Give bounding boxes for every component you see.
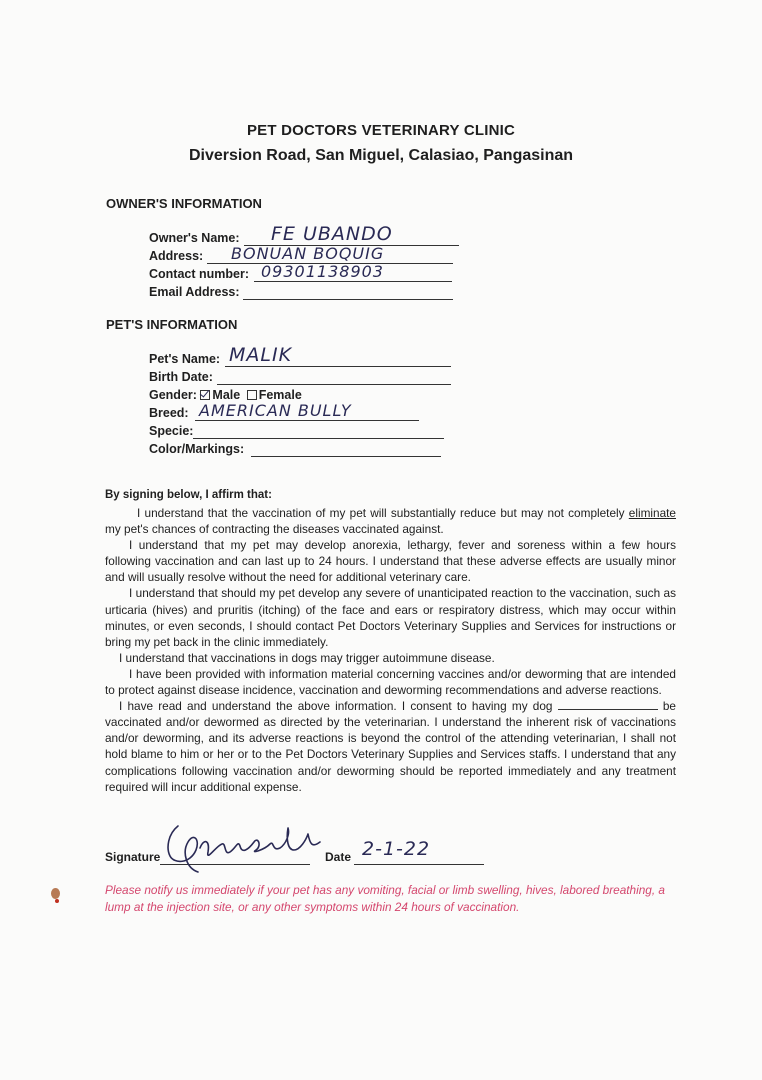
email-label: Email Address: [149,285,240,299]
birth-date-label: Birth Date: [149,370,213,384]
contact-label: Contact number: [149,267,249,281]
female-option-label: Female [258,388,302,402]
pet-section-heading: PET'S INFORMATION [106,317,238,332]
color-markings-line [251,456,441,457]
paper-stain [55,899,59,903]
affirmation-paragraph [105,505,676,537]
pet-name-value: MALIK [229,344,293,366]
p1-text: I understand that the vaccination of my pet will substantially reduce but may not completely [137,506,629,520]
affirmation-paragraph: I understand that my pet may develop anorexia, lethargy, fever and soreness within a few hours following vaccination and can last up to 24 hours. I understand that these adverse effects are usually minor and will usually resolve without the need for additional veterinary care. [105,538,676,585]
breed-field[interactable] [149,403,421,421]
post-vaccination-notice: Please notify us immediately if your pet has any vomiting, facial or limb swelling, hives, labored breathing, a lump at the injection site, or any other symptoms within 24 hours of vaccination. [105,883,665,914]
affirmation-paragraph: I understand that should my pet develop any severe of unanticipated reaction to the vaccination, such as urticaria (hives) and pruritis (itching) of the face and ears or respiratory distress, which may occur within minutes, or even seconds, I should contact Pet Doctors Veterinary Supplies and Services for instructions or bring my pet back in the clinic immediately. [105,586,676,649]
color-markings-label: Color/Markings: [149,442,245,456]
date-value: 2-1-22 [362,838,431,860]
email-line [243,299,453,300]
affirmation-body [105,505,676,795]
specie-field[interactable] [149,421,445,439]
clinic-address: Diversion Road, San Miguel, Calasiao, Pangasinan [188,147,574,164]
pet-name-label: Pet's Name: [149,352,221,366]
p1-text-end: my pet's chances of contracting the diseases vaccinated against. [105,522,444,537]
female-checkbox[interactable] [247,390,257,400]
p1-underlined: eliminate [628,506,676,520]
affirmation-heading: By signing below, I affirm that: [105,489,272,501]
clinic-name: PET DOCTORS VETERINARY CLINIC [246,122,516,139]
email-field[interactable] [149,282,459,300]
date-line[interactable] [354,864,484,865]
male-checkbox[interactable] [200,390,210,400]
affirmation-paragraph [105,698,676,795]
paper-stain [51,888,60,899]
pet-name-field[interactable] [149,344,455,367]
owner-name-label: Owner's Name: [149,231,240,245]
signature-label: Signature [105,850,161,864]
dog-name-blank[interactable] [558,699,658,710]
specie-label: Specie: [149,424,194,438]
birth-date-field[interactable] [149,367,455,385]
gender-group [149,388,302,402]
contact-field[interactable] [149,264,459,282]
owner-section-heading: OWNER'S INFORMATION [106,196,262,211]
date-label: Date [325,850,352,864]
address-value: BONUAN BOQUIG [231,244,385,263]
contact-value: 09301138903 [261,262,384,281]
address-label: Address: [149,249,204,263]
handwritten-signature [160,820,330,878]
color-markings-field[interactable] [149,439,443,457]
p6-text: I have read and understand the above information. I consent to having my dog [119,699,558,714]
gender-label: Gender: [149,388,197,402]
affirmation-paragraph: I understand that vaccinations in dogs may trigger autoimmune disease. [119,650,495,665]
p6-text-end: be vaccinated and/or dewormed as directed by the veterinarian. I understand the inherent risk of vaccinations and/or deworming, and its adverse reactions is beyond the control of the attending veterinarian, I shall not hold blame to him or her or to the Pet Doctors Veterinary Supplies and Services staffs. I understand that any complications following vaccination and/or deworming should be reported immediately and any treatment required will incur additional expense. [105,699,676,794]
breed-value: AMERICAN BULLY [199,401,352,420]
male-option-label: Male [212,388,241,402]
owner-name-value: FE UBANDO [271,223,393,245]
affirmation-paragraph: I have been provided with information material concerning vaccines and/or deworming that are intended to protect against disease incidence, vaccination and deworming recommendations and adverse reactions. [105,666,676,698]
breed-label: Breed: [149,406,189,420]
